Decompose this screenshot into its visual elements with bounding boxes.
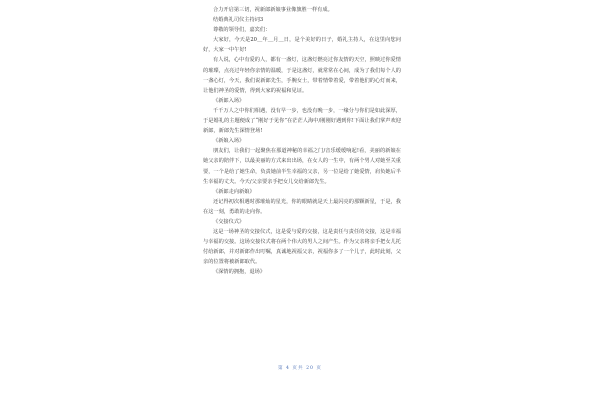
paragraph: 千千万人之中你们相遇，没有早一步，也没有晚一步，一缘分与你们是如此深厚，于是婚礼的主题便成了“刚好于见你”在茫茫人海中/刚刚好遇到你!下面让我们掌声欢迎新郎，新郎先生深情登场! [203, 107, 401, 135]
document-body [203, 5, 401, 278]
paragraph: 合力开启第三切，祝新郎新娘事业像旗胜一样有成。 [213, 7, 333, 13]
paragraph: 《新郎入场》 [213, 97, 245, 104]
paragraph: 结婚典礼司仪主持词3 [213, 17, 264, 24]
paragraph: 《新娘入场》 [213, 138, 245, 145]
paragraph: 朋友们，让我们一起聚焦在那道神秘的幸福之门/音乐缓缓响起!看，美丽的新娘在她父亲的陪伴下，以最美丽的方式来出出场，在女人的一生中，有两个男人对她至关重要，一个是给了她生命，负责她前半生幸福的父亲，另一位是给了她爱情，肩负她后半生幸福的丈夫。今天/父亲要亲手把女儿交给新郎先生。 [203, 148, 401, 185]
page-number: 第 4 页共 20 页 [278, 366, 322, 371]
paragraph: 《深情的拥抱，退场》 [213, 269, 266, 276]
paragraph: 这是一场神圣的交接仪式，这是爱与爱的交接，这是责任与责任的交接，这是幸福与幸福的交接。这场交接仪式将在两个伟大的男人之间产生。作为父亲将亲手把女儿托付给新郎，并对新郎作出叮嘱，真诚地祝福父亲，祝福你多了一个儿子，此时此刻，父亲的位置将被新郎取代。 [203, 229, 401, 266]
paragraph: 《交接仪式》 [213, 218, 245, 225]
paragraph: 尊敬的领导们，嘉宾们： [213, 27, 271, 34]
page-footer [0, 365, 600, 373]
paragraph: 有人说，心中有爱的人，都有一盏灯，这盏灯燃亮过你友情的天空，照映过你爱情的璀璨，点亮过年轻你亲情的温暖，于是这盏灯，就常常在心间，成为了我们每个人的一盏心灯，今天，我们说新郎先生，手腕女士，带着情带着爱，带着他们的心灯而来，让他们神圣的爱情，得到大家的祝福和见证。 [203, 57, 401, 94]
paragraph: 还记得初次相遇时那璀灿的星光，你的眼睛就是天上最闪亮的那颗新星，于是，我在这一刻，勇敢的走向你。 [203, 198, 401, 215]
paragraph: 大家好，今天是20＿年＿月＿日，是个美好的日子，婚礼主持人，在这里向您问好，大家一中午好! [203, 37, 401, 54]
paragraph: 《新郎走向新娘》 [213, 188, 255, 195]
